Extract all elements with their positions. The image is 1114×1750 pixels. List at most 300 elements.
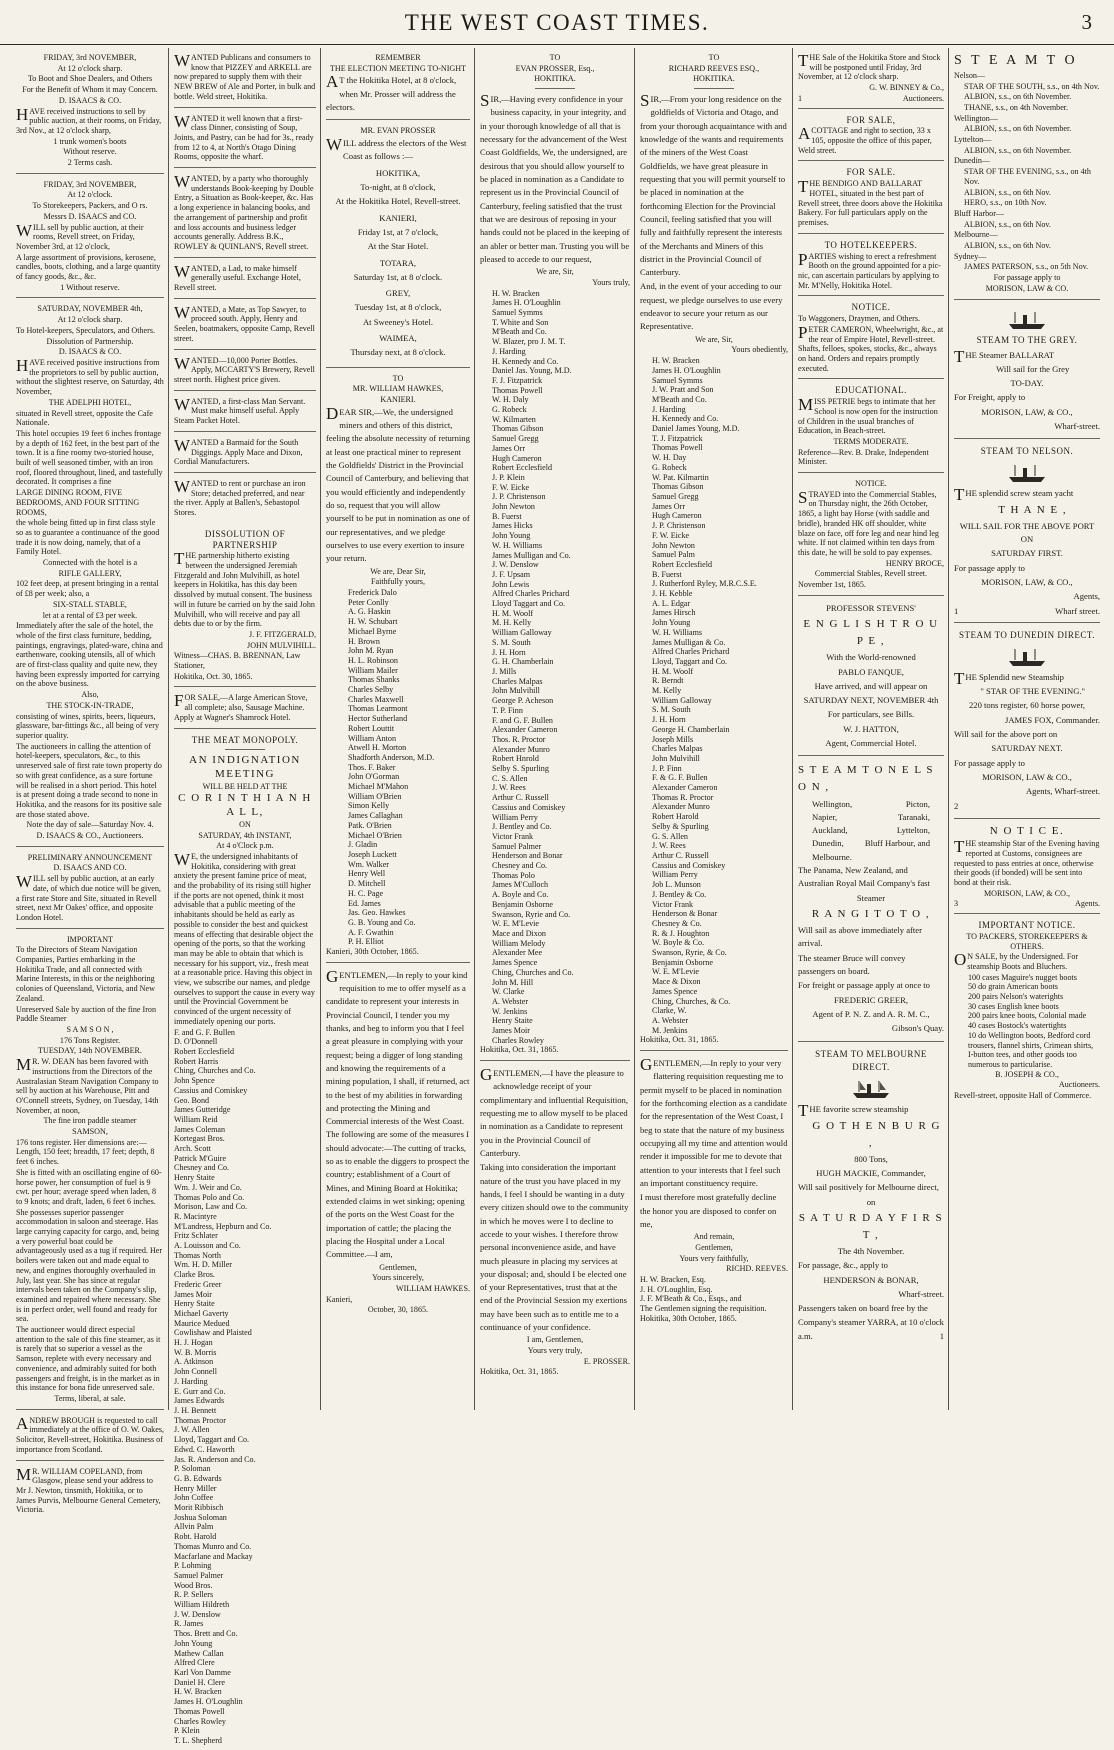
signatory-name: John Connell — [174, 1367, 217, 1377]
signatory-name: Hugh Cameron — [652, 511, 702, 521]
signatory-name: John Newton — [652, 540, 695, 550]
signatory-name: G. H. Chamberlain — [492, 657, 554, 667]
signatory-name: Wood Bros. — [174, 1580, 213, 1590]
signatory-name: Benjamin Osborne — [652, 957, 713, 967]
signatory-name: Charles Selby — [348, 685, 394, 695]
steam-to-nelson-ad: STEAM TO NELSON. THE splendid screw steam yacht T H A N E , WILL SAIL FOR THE ABOVE PORT ON SATURDAY FIRST. For passage apply to MORISON, LAW, & CO., Agents, 1 Wharf street. — [954, 442, 1100, 622]
signatory-name: P. Lohming — [174, 1561, 212, 1571]
signatory-name: Daniel Jas. Young, M.D. — [492, 366, 572, 376]
signatory-name: Jas. Geo. Hawkes — [348, 908, 406, 918]
ad-line: She possesses superior passenger accommodation in saloon and steerage. Has large carrying capacity for cargo, and, being a very powerful boat could be advantageously used as a tug if required. Her boilers were taken out and made equal to new, and engines thoroughly overhauled in July, last year. She has since at regular intervals been taken on the Company's slip, examined and repaired where necessary. She is in perfect order, well found and ready for sea. — [16, 1207, 163, 1324]
page-number: 3 — [1081, 10, 1092, 34]
signatory-name: J. W. Denslow — [174, 1609, 221, 1619]
stove-for-sale: FOR SALE,—A large American Stove, all complete; also, Sausage Machine. Apply at Wagner's Shamrock Hotel. — [174, 690, 316, 728]
signatory-name: J. Harding — [492, 346, 526, 356]
route-port: Sydney— — [954, 251, 987, 261]
signatory-name: Samuel Symms — [652, 375, 703, 385]
signatory-name: Thomas Gibson — [652, 482, 704, 492]
wanted-text: WANTED—10,000 Porter Bottles. Apply, MCCARTY'S Brewery, Revell street north. Highest price given. — [174, 353, 315, 384]
signatory-name: F. and G. F. Bullen — [174, 1027, 235, 1037]
prosser-meetings: MR. EVAN PROSSER WILL address the electors of the West Coast as follows :— HOKITIKA, To-night, at 8 o'clock, At the Hokitika Hotel, Revell-street. KANIERI, Friday 1st, at 7 o'clock, At the Star Hotel. TOTARA, Saturday 1st, at 8 o'clock. GREY, Tuesday 1st, at 8 o'clock, At Sweeney's Hotel. WAIMEA, Thursday next, at 8 o'clock. — [326, 123, 470, 367]
signatory-name: M. H. Kelly — [492, 618, 532, 628]
column-rule — [634, 48, 635, 1410]
wanted-text: WANTED, a Mate, as Top Sawyer, to proceed south. Apply, Henry and Seelen, boatmakers, opposite Camp, Revell street. — [174, 302, 315, 343]
signatory-name: George H. Chamberlain — [652, 724, 730, 734]
column-rule — [474, 48, 475, 1410]
route-port: Bluff Harbor— — [954, 208, 1004, 218]
ad-line: THE STOCK-IN-TRADE, — [46, 700, 134, 710]
ad-line: Unreserved Sale by auction of the fine Iron Paddle Steamer — [16, 1004, 157, 1024]
signatory-name: James Orr — [652, 501, 686, 511]
port-name: Picton, — [905, 798, 930, 809]
signatory-name: Charles Rowley — [174, 1716, 226, 1726]
signatory-name: W. E. M'Levie — [492, 919, 540, 929]
signatory-name: W. H. Williams — [652, 627, 703, 637]
signatory-name: Michael M'Mahon — [348, 782, 409, 792]
wanted-text: WANTED it well known that a first-class Dinner, consisting of Soup, Joints, and Pastry, can be had for 3s., ready from 12 to 4, at North's Otago Dining Rooms, opposite the wharf. — [174, 111, 314, 162]
ad-line: The auctioneers in calling the attention of hotel-keepers, speculators, &c., to this unreserved sale of first rate town property do so with great confidence, as a sure fortune will be realised in a short period. This hotel is at present doing a trade second to none in Hokitika, and the reasons for its positive sale are those stated above. — [16, 741, 162, 819]
signatory-name: Michael Byrne — [348, 626, 397, 636]
signatory-name: R. & J. Houghton — [652, 928, 710, 938]
meeting-entry — [326, 167, 470, 209]
signatory-name: Samuel Palm — [652, 550, 695, 560]
signatory-name: Joseph Luckett — [348, 849, 397, 859]
signatory-name: Clarke, W. — [652, 1006, 687, 1016]
ports-list — [798, 798, 944, 865]
prosser-requisition: TO EVAN PROSSER, Esq., HOKITIKA. SIR,—Having every confidence in your business capacity, in your integrity, and in your thorough knowledge of all that is necessary for the advancement of the West Coast Goldfields, We, the undersigned, are desirous that you should allow yourself to be placed in nomination as a Candidate to represent us in the Provincial Council of Canterbury, feeling satisfied that the trust that we are desirous of reposing in your hands could not be placed in the keeping of an abler or better man. Trusting you will be pleased to accede to our request, We are, Sir, Yours truly, H. W. Bracken James H. O'Loughlin Samuel Symms T. White and Son M'Beath and Co. W. Blazer, pro J. M. T. J. Harding H. Kennedy and Co. Daniel Jas. Young, M.D. F. J. Fitzpatrick Thomas Powell W. H. Daly G. Robeck W. Kilmarten Thomas Gibson Samuel Gregg James Orr Hugh Cameron Robert Ecclesfield J. P. Klein F. W. Eicke J. P. Christenson John Newton B. Fuerst James Hicks John Young W. H. Williams James Mulligan and Co. J. W. Denslow J. F. Upsam John Lewis Alfred Charles Prichard Lloyd Taggart and Co. H. M. Woolf M. H. Kelly William Galloway S. M. South J. H. Horn G. H. Chamberlain J. Mills Charles Malpas John Mulvihill George P. Acheson T. P. Finn F. and G. F. Bullen Alexander Cameron Thos. R. Proctor Alexander Munro Robert Hnrold Selby S. Spurling C. S. Allen J. W. Rees Arthur C. Russell Cassius and Comiskey William Perry J. Bentley and Co. Victor Frank Samuel Palmer Henderson and Bonar Chesney and Co. Thomas Polo James M'Culloch A. Boyle and Co. Benjamin Osborne Swanson, Ryrie and Co. W. E. M'Levie Mace and Dixon William Melody Alexander Mee James Spence Ching, Churches and Co. John M. Hill W. Clarke A. Webster W. Jenkins Henry Staite James Moir Charles Rowley Hokitika, Oct. 31, 1865. — [480, 50, 630, 1061]
signatory-name: George P. Acheson — [492, 696, 554, 706]
column-rule — [792, 48, 793, 1410]
signatory-name: James M'Culloch — [492, 880, 549, 890]
signatory-name: Alexander Cameron — [652, 783, 718, 793]
route-ship: STAR OF THE EVENING, s.s., on 4th Nov. — [964, 167, 1091, 186]
signatory-name: Hugh Cameron — [492, 453, 542, 463]
educational-notice: EDUCATIONAL. MISS PETRIE begs to intimate that her School is now open for the instruction of Children in the usual branches of Education, in Beach-street. TERMS MODERATE. Reference—Rev. B. Drake, Independent Minister. — [798, 382, 944, 473]
meeting-line: WAIMEA, — [379, 333, 417, 344]
signatory-name: Thomas Powell — [652, 443, 703, 453]
ad-line: Terms, liberal, at sale. — [54, 1394, 126, 1403]
signatory-name: H. W. Bracken — [174, 1687, 222, 1697]
signatory-name: P. Soloman — [174, 1464, 211, 1474]
ad-line: To the Directors of Steam Navigation Companies, Parties embarking in the Hokitika Trade, and all connected with Marine Interests, in this or the neighboring colonies of Queensland, Victoria, and New Zealand. — [16, 945, 155, 1003]
important-notice: IMPORTANT NOTICE. TO PACKERS, STOREKEEPERS & OTHERS. ON SALE, by the Undersigned. For steamship Boots and Bluchers. 100 cases Maguire's nugget boots 50 do grain American boots 200 pairs Nelson's waterights 30 cases English knee boots 200 pairs knee boots, Colonial made 40 cases Bostock's watertights 10 do Wellington boots, Bedford cord trousers, flannel shirts, Crimean shirts, I-button tees, and other goods too numerous to particularise. B. JOSEPH & CO., Auctioneers. Revell-street, opposite Hall of Commerce. — [954, 920, 1100, 1101]
signatory-name: John Spence — [174, 1076, 215, 1086]
meeting-line: KANIERI, — [379, 212, 417, 223]
signatory-name: S. M. South — [652, 705, 691, 715]
ad-line: The fine iron paddle steamer — [43, 1116, 137, 1126]
meeting-entry — [326, 287, 470, 329]
signatory-list — [174, 1028, 316, 1746]
signatory-name: John Young — [652, 618, 691, 628]
signatory-name: John Young — [492, 531, 531, 541]
column-rule — [320, 48, 321, 1410]
signatory-name: Chesney and Co. — [492, 861, 548, 871]
addressee-name: The Gentlemen signing the requisition. — [640, 1304, 767, 1314]
goods-item: 200 pairs knee boots, Colonial made — [968, 1011, 1087, 1021]
meeting-line: At the Hokitika Hotel, Revell-street. — [335, 196, 461, 207]
meeting-line: To-night, at 8 o'clock, — [360, 181, 436, 192]
signatory-name: J. W. Allen — [174, 1425, 210, 1435]
signatory-name: Thomas Shanks — [348, 675, 400, 685]
signatory-name: William O'Brien — [348, 791, 402, 801]
signatory-name: J. W. Pratt and Son — [652, 385, 714, 395]
signatory-name: Henry Staite — [174, 1173, 215, 1183]
ad-line: PRELIMINARY ANNOUNCEMENT — [27, 852, 153, 862]
signatory-name: Patrick M'Guire — [174, 1153, 227, 1163]
signatory-name: J. Bentley & Co. — [652, 889, 707, 899]
signatory-name: J. H. Horn — [492, 647, 526, 657]
ad-line: IMPORTANT — [66, 934, 114, 944]
signatory-name: J. Harding — [174, 1376, 208, 1386]
signatory-name: T. White and Son — [492, 317, 549, 327]
port-name: Napier, — [812, 811, 838, 822]
signatory-list — [326, 588, 470, 947]
signatory-name: G. Robeck — [652, 462, 687, 472]
auction-ad — [16, 301, 164, 846]
signatory-name: Mace and Dixon — [492, 928, 546, 938]
route-ship: JAMES PATERSON, s.s., on 5th Nov. — [964, 262, 1089, 272]
signatory-name: J. Mills — [492, 667, 517, 676]
signatory-name: Wm. J. Weir and Co. — [174, 1182, 242, 1192]
signatory-name: A. Webster — [652, 1015, 689, 1025]
signatory-name: Joseph Mills — [652, 734, 694, 744]
signatory-list — [640, 356, 788, 1035]
addressee-name: J. F. M'Beath & Co., Esqs., and — [640, 1294, 742, 1304]
signatory-name: James Moir — [492, 1026, 530, 1036]
signatory-name: Charles Malpas — [492, 676, 543, 686]
ad-line: LARGE DINING ROOM, FIVE BEDROOMS, AND FOUR SITTING ROOMS, — [16, 488, 140, 517]
signatory-name: W. H. Day — [652, 453, 687, 463]
election-meeting-reminder: REMEMBER THE ELECTION MEETING TO-NIGHT AT the Hokitika Hotel, at 8 o'clock, when Mr. Prosser will address the electors. — [326, 50, 470, 120]
goods-item: 40 cases Bostock's watertights — [968, 1021, 1067, 1031]
signatory-name: Robt. Harold — [174, 1532, 217, 1542]
column-notices — [798, 50, 944, 1410]
hotelkeepers-notice: TO HOTELKEEPERS. PARTIES wishing to erect a refreshment Booth on the ground appointed for a pic-nic, can ascertain particulars by applying to Mr. M'Nelly, Hokitika Hotel. — [798, 237, 944, 297]
dissolution-notice: DISSOLUTION OF PARTNERSHIP THE partnership hitherto existing between the undersigned Jeremiah Fitzgerald and John Mulvihill, as hotel keepers in Hokitika, has this day been dissolved by mutual consent. The business will in future be carried on by the said John Mulvihill, who will receive and pay all debts due to or by the firm. J. F. FITZGERALD, JOHN MULVIHILL. Witness—CHAS. B. BRENNAN, Law Stationer, Hokitika, Oct. 30, 1865. — [174, 526, 316, 688]
signatory-name: Henderson & Bonar — [652, 909, 718, 919]
port-row — [798, 811, 944, 824]
signatory-name: Robert Hnrold — [492, 754, 539, 764]
signatory-name: Mathew Callan — [174, 1648, 224, 1658]
route-ship: ALBION, s.s., on 6th November. — [964, 92, 1072, 102]
signatory-name: James Mulligan and Co. — [492, 550, 571, 560]
signatory-name: H. M. Woolf — [652, 666, 694, 676]
wanted-ad — [174, 111, 316, 169]
signatory-name: James Hirsch — [652, 608, 696, 618]
ad-line: Dissolution of Partnership. — [46, 336, 134, 346]
route-ship: HERO, s.s., on 10th Nov. — [964, 198, 1047, 208]
signatory-name: William Hildreth — [174, 1600, 230, 1610]
signatory-name: Thomas Gibson — [492, 424, 544, 434]
signatory-name: Thomas Powell — [174, 1706, 225, 1716]
stray-horse-notice: NOTICE. STRAYED into the Commercial Stables, on Thursday night, the 26th October, 1865, a light bay Horse (with saddle and bridle), branded HK off shoulder, white blaze on face, off fore leg and near hind leg white. If not claimed within ten days from this date, he will be sold to pay expenses. HENRY BROCE, Commercial Stables, Revell street. November 1st, 1865. — [798, 476, 944, 596]
signatory-name: J. F. Upsam — [492, 569, 531, 579]
wanted-text: WANTED, a Lad, to make himself generally useful. Exchange Hotel, Revell street. — [174, 261, 301, 293]
reeves-requisition: TO RICHARD REEVES ESQ., HOKITIKA. SIR,—From your long residence on the goldfields of Victoria and Otago, and from your thorough acquaintance with and knowledge of the wants and requirements of the miners of the West Coast Goldfields, we have great pleasure in requesting that you will permit yourself to be placed in nomination at the forthcoming Election for the Provincial Council, feeling satisfied that you will fully and faithfully represent the interests of the Merchants and Miners of this district in the Provincial Council of Canterbury. And, in the event of your acceding to our request, we pledge ourselves to use every endeavor to secure your return as our Representative. We are, Sir, Yours obediently, H. W. Bracken James H. O'Loughlin Samuel Symms J. W. Pratt and Son M'Beath and Co. J. Harding H. Kennedy and Co. Daniel James Young, M.D. T. J. Fitzpatrick Thomas Powell W. H. Day G. Robeck W. Pat. Kilmartin Thomas Gibson Samuel Gregg James Orr Hugh Cameron J. P. Christenson F. W. Eicke John Newton Samuel Palm Robert Ecclesfield B. Fuerst J. Rutherford Ryley, M.R.C.S.E. J. H. Kebble A. L. Edgar James Hirsch John Young W. H. Williams James Mulligan & Co. Alfred Charles Prichard Lloyd, Taggart and Co. H. M. Woolf R. Berndt M. Kelly William Galloway S. M. South J. H. Horn George H. Chamberlain Joseph Mills Charles Malpas John Mulvihill J. P. Finn F. & G. F. Bullen Alexander Cameron Thomas R. Proctor Alexander Munro Robert Harold Selby & Spurling G. S. Allen J. W. Rees Arthur C. Russell Cassius and Comiskey William Perry Job L. Munson J. Bentley & Co. Victor Frank Henderson & Bonar Chesney & Co. R. & J. Houghton W. Boyle & Co. Swanson, Ryrie, & Co. Benjamin Osborne W. E. M'Levie Mace & Dixon James Spence Ching, Churches, & Co. Clarke, W. A. Webster M. Jenkins Hokitika, Oct. 31, 1865. — [640, 50, 788, 1051]
signatory-name: G. Robeck — [492, 405, 527, 415]
column-wanted — [174, 50, 316, 1745]
signatory-name: William Melody — [492, 938, 546, 948]
wanted-ad — [174, 302, 316, 350]
signatory-name: G. B. Young and Co. — [348, 917, 416, 927]
meeting-schedule — [326, 167, 470, 360]
meeting-line: Friday 1st, at 7 o'clock, — [357, 226, 439, 237]
signatory-name: F. W. Eicke — [652, 530, 690, 540]
signatory-name: P. H. Elliot — [348, 937, 384, 947]
column-prosser — [480, 50, 630, 1410]
port-row — [798, 824, 944, 837]
signatory-name: William Galloway — [492, 628, 552, 638]
signatory-name: James Moir — [174, 1289, 212, 1299]
ad-line: let at a rental of £3 per week. — [42, 610, 138, 620]
auction-ad — [16, 50, 164, 174]
signatory-name: John O'Gorman — [348, 772, 400, 782]
signatory-name: Robert Harold — [652, 812, 699, 822]
signatory-name: W. E. M'Levie — [652, 967, 700, 977]
divider — [535, 88, 575, 89]
signatory-name: M'Beath and Co. — [652, 394, 707, 404]
signatory-name: Charles Maxwell — [348, 694, 404, 704]
signatory-name: Selby S. Spurling — [492, 764, 549, 774]
signatory-name: Thomas R. Proctor — [652, 792, 714, 802]
signatory-name: A. Atkinson — [174, 1357, 214, 1367]
signatory-name: James Spence — [652, 986, 698, 996]
signatory-name: Alfred Charles Prichard — [492, 589, 570, 599]
signatory-name: Henry Staite — [492, 1016, 533, 1026]
signatory-name: Samuel Gregg — [652, 491, 699, 501]
signatory-name: R. Macintyre — [174, 1211, 217, 1221]
signatory-name: James Hicks — [492, 521, 533, 531]
signatory-name: A. Webster — [492, 996, 529, 1006]
signatory-name: Alexander Cameron — [492, 725, 558, 735]
signatory-name: C. S. Allen — [492, 773, 528, 783]
column-rule — [948, 48, 949, 1410]
wheelwright-notice: NOTICE. To Waggoners, Draymen, and Others. PETER CAMERON, Wheelwright, &c., at the rear of Empire Hotel, Revell-street. Shafts, felloes, spokes, stocks, &c., always on hand. Orders and repairs promptly executed. — [798, 299, 944, 379]
ad-line: MR. WILLIAM COPELAND, from Glasgow, please send your address to Mr J. Newton, tinsmith, Hokitika, or to James Purvis, Melbourne General Cemetery, Victoria. — [16, 1464, 161, 1515]
signatory-name: Hector Sutherland — [348, 714, 408, 724]
ad-line: To Hotel-keepers, Speculators, and Others. — [16, 325, 156, 335]
signatory-name: E. Gurr and Co. — [174, 1386, 226, 1396]
signatory-name: Frederick Dalo — [348, 588, 397, 597]
signatory-name: A. L. Edgar — [652, 598, 691, 608]
ad-line: RIFLE GALLERY, — [58, 568, 122, 578]
signatory-name: W. Boyle & Co. — [652, 938, 705, 948]
meat-monopoly-notice: THE MEAT MONOPOLY. AN INDIGNATION MEETING WILL BE HELD AT THE C O R I N T H I A N H A L L, ON SATURDAY, 4th INSTANT, At 4 o'Clock p.m. WE, the undersigned inhabitants of Hokitika, considering with great anxiety the present famine price of meat, and the probability of its rising still higher if the ports are not opened, think it most advisable that a public meeting of the inhabitants should be held as early as possible to consider the best and quickest means of effecting that desirable object the opening of the ports, so that the working man may be able to obtain that which is necessary for his support, viz., fresh meat at a reasonable price. Having this object in view, we subscribe our names, and pledge ourselves to support the cause in every way until the Provincial Government be convinced of the urgent necessity of immediately opening our ports. F. and G. F. Bullen D. O'Donnell Robert Ecclesfield Robert Harris Ching, Churches and Co. John Spence Cassius and Comiskey Geo. Bond James Gutteridge William Reid James Coleman Kortegast Bros. Arch. Scott Patrick M'Guire Chesney and Co. Henry Staite Wm. J. Weir and Co. Thomas Polo and Co. Morison, Law and Co. R. Macintyre M'Landress, Hepburn and Co. Fritz Schlater A. Louisson and Co. Thomas North Wm. H. D. Miller Clarke Bros. Frederic Greer James Moir Henry Staite Michael Gaverty Maurice Medued Cowlishaw and Plaisted H. J. Hogan W. B. Morris A. Atkinson John Connell J. Harding E. Gurr and Co. James Edwards J. H. Bennett Thomas Proctor J. W. Allen Lloyd, Taggart and Co. Edwd. C. Haworth Jas. R. Anderson and Co. P. Soloman G. B. Edwards Henry Miller John Coffee Morit Ribbisch Joshua Soloman Allvin Palm Robt. Harold Thomas Munro and Co. Macfarlane and Mackay P. Lohming Samuel Palmer Wood Bros. R. P. Sellers William Hildreth J. W. Denslow R. James Thos. Brett and Co. John Young Mathew Callan Alfred Clere Karl Von Damme Daniel H. Clere H. W. Bracken James H. O'Loughlin Thomas Powell Charles Rowley P. Klein T. L. Shepherd — [174, 734, 315, 1745]
route-port: Nelson— — [954, 70, 986, 80]
signatory-name: Charles Malpas — [652, 744, 703, 754]
signatory-name: Cassius and Comiskey — [492, 802, 566, 812]
wanted-ads — [174, 50, 316, 523]
signatory-name: H. W. Schubart — [348, 617, 398, 627]
signatory-name: Benjamin Osborne — [492, 899, 553, 909]
signatory-name: William Mailer — [348, 665, 398, 675]
wanted-ad — [174, 435, 316, 473]
port-name: Lyttelton, — [896, 825, 930, 836]
signatory-name: M. Kelly — [652, 686, 682, 696]
goods-item: 10 do Wellington boots, Bedford cord trousers, flannel shirts, Crimean shirts, I-button tees, and other goods too numerous to particularise. — [968, 1030, 1094, 1069]
ad-line: SIX-STALL STABLE, — [53, 599, 127, 609]
signatory-name: Edwd. C. Haworth — [174, 1444, 235, 1454]
signatory-name: Wm. Walker — [348, 859, 390, 869]
signatory-name: Victor Frank — [652, 899, 694, 909]
gothenburg-ad: STEAM TO MELBOURNE DIRECT. THE favorite screw steamship G O T H E N B U R G , 800 Tons, HUGH MACKIE, Commander, Will sail positively for Melbourne direct, on S A T U R D A Y F I R S T , The 4th November. For passage, &c., apply to HENDERSON & BONAR, Wharf-street. Passengers taken on board free by the Company's steamer YARRA, at 10 o'clock a.m. 1 — [798, 1048, 944, 1342]
route-list — [954, 71, 1100, 272]
hawkes-reply: GENTLEMEN,—In reply to your kind requisition to me to offer myself as a candidate to represent your interests in Provincial Council, I tender you my thanks, and beg to inform you that I feel a great pleasure in complying with your request; being a digger of long standing and knowing the requirements of a mining population, I shall, if returned, act to the best of my abilities in forwarding and protecting the Mining and Commercial interests of the West Coast. The following are some of the measures I should advocate:—The cutting of tracks, so as to enable the diggers to prospect the country; establishment of a Court of Mines, and Mining Board at Hokitika; extended claims in wet sinking; opening of the ports on the West Coast for the importation of cattle; the placing the placing the Hospital under a Local Committee.—I am, Gentlemen, Yours sincerely, WILLIAM HAWKES. Kanieri, October, 30, 1865. — [326, 966, 470, 1315]
signatory-name: Thomas Polo and Co. — [174, 1192, 245, 1202]
signatory-name: H. W. Bracken — [492, 288, 540, 298]
signatory-name: John Newton — [492, 502, 535, 512]
ad-line: Note the day of sale—Saturday Nov. 4. — [26, 820, 154, 830]
signatory-name: Swanson, Ryrie and Co. — [492, 909, 571, 919]
signatory-name: Robert Ecclesfield — [652, 559, 713, 569]
signatory-name: S. M. South — [492, 637, 531, 647]
signatory-name: John Mulvihill — [492, 686, 540, 696]
route-ship: ALBION, s.s., on 6th Nov. — [964, 219, 1051, 229]
signatory-name: W. B. Morris — [174, 1347, 217, 1357]
signatory-name: James Orr — [492, 443, 526, 453]
signatory-name: Alfred Charles Prichard — [652, 647, 730, 657]
wanted-ad — [174, 50, 316, 108]
port-name: Taranaki, — [897, 811, 930, 822]
signatory-name: Thomas Powell — [492, 385, 543, 395]
meeting-entry — [326, 332, 470, 360]
signatory-name: W. Blazer, pro J. M. T. — [492, 337, 566, 347]
signatory-name: Samuel Palmer — [492, 841, 542, 851]
signatory-name: James H. O'Loughlin — [492, 298, 561, 308]
signatory-name: Samuel Symms — [492, 307, 543, 317]
auction-ads — [16, 50, 164, 1520]
signatory-name: W. Jenkins — [492, 1006, 528, 1016]
signatory-name: J. Bentley and Co. — [492, 822, 552, 832]
route-ship: ALBION, s.s., on 6th Nov. — [964, 187, 1051, 197]
signatory-name: H. W. Bracken — [652, 356, 700, 366]
meeting-line: Tuesday 1st, at 8 o'clock, — [354, 302, 442, 313]
signatory-name: H. Kennedy and Co. — [492, 356, 559, 366]
signatory-name: James Edwards — [174, 1396, 225, 1406]
ad-line: D. ISAACS & CO. — [58, 95, 122, 105]
signatory-name: Robert Harris — [174, 1056, 219, 1066]
signatory-name: J. P. Christenson — [652, 521, 706, 531]
meeting-line: TOTARA, — [379, 257, 417, 268]
signatory-name: H. Brown — [348, 636, 380, 646]
signatory-name: M'Landress, Hepburn and Co. — [174, 1221, 272, 1231]
signatory-name: Lloyd Taggart and Co. — [492, 599, 566, 609]
column-rule — [168, 48, 169, 1410]
port-name: Dunedin, — [812, 838, 844, 849]
ad-line: A large assortment of provisions, kerosene, candles, boots, clothing, and a large quantity of fancy goods, &c., &c. — [16, 252, 161, 282]
signatory-name: Ed. James — [348, 898, 381, 908]
signatory-name: F. J. Fitzpatrick — [492, 375, 543, 385]
steam-to-dunedin-ad: STEAM TO DUNEDIN DIRECT. THE Splendid new Steamship " STAR OF THE EVENING." 220 tons register, 60 horse power, JAMES FOX, Commander. Will sail for the above port on SATURDAY NEXT. For passage apply to MORISON, LAW & CO., Agents, Wharf-street. 2 — [954, 626, 1100, 819]
signatory-name: J. H. Bennett — [174, 1406, 217, 1415]
signatory-name: John Coffee — [174, 1493, 214, 1503]
ad-line: FRIDAY, 3rd NOVEMBER, — [43, 179, 137, 189]
signatory-name: W. Clarke — [492, 987, 525, 997]
port-name: Wellington, — [812, 798, 853, 809]
signatory-name: William Perry — [652, 870, 698, 880]
signatory-name: Thomas Proctor — [174, 1415, 226, 1425]
meeting-line: Thursday next, at 8 o'clock. — [350, 347, 446, 358]
ad-line: Immediately after the sale of the hotel, the whole of the first class furniture, bedding, paintings, engravings, plated-ware, china and earthenware, cooking utensils, all of which are of first-class quality and quite new, they having been expressly imported for carrying on the above business. — [16, 621, 163, 689]
cottage-for-sale: FOR SALE, ACOTTAGE and right to section, 33 x 105, opposite the office of this paper, Weld street. — [798, 112, 944, 162]
signatory-name: Cassius and Comiskey — [652, 860, 726, 870]
signatory-name: Victor Frank — [492, 831, 534, 841]
signatory-name: Michael O'Brien — [348, 830, 402, 840]
ad-line: She is fitted with an oscillating engine of 60-horse power, her consumption of fuel is 9 cwt. per hour; average speed when laden, 8 to 9 knots; and draft, laden, 6 feet 6 inches. — [16, 1167, 162, 1206]
signatory-name: Charles Rowley — [492, 1035, 544, 1045]
signatory-name: B. Fuerst — [492, 511, 522, 521]
signatory-name: H. Kennedy and Co. — [652, 414, 719, 424]
signatory-name: Thomas Learmont — [348, 704, 408, 714]
ad-line: MR. W. DEAN has been favored with instructions from the Directors of the Australasian Steam Navigation Company to sell by auction at his Warehouse, Pitt and O'Connell streets, Sydney, on Tuesday, 14th November, at noon, — [16, 1055, 159, 1115]
newspaper-title: THE WEST COAST TIMES. — [404, 10, 710, 35]
ad-line: Connected with the hotel is a — [42, 558, 138, 568]
meeting-line: GREY, — [385, 288, 411, 299]
signatory-name: Henderson and Bonar — [492, 851, 563, 861]
signatory-name: Lloyd, Taggart and Co. — [652, 656, 728, 666]
route-ship: ALBION, s.s., on 6th November. — [964, 124, 1072, 134]
ad-line: THE ADELPHI HOTEL, — [48, 397, 132, 407]
signatory-name: Mace & Dixon — [652, 977, 701, 987]
signatory-name: D. Mitchell — [348, 879, 386, 889]
signatory-name: R. James — [174, 1619, 204, 1629]
signatory-name: Ching, Churches and Co. — [174, 1066, 256, 1076]
signatory-name: J. W. Rees — [492, 783, 526, 793]
signatory-name: William Anton — [348, 733, 397, 743]
signatory-name: T. P. Finn — [492, 705, 523, 715]
addressee-name: H. W. Bracken, Esq. — [640, 1274, 706, 1284]
auction-ad — [16, 177, 164, 299]
wanted-text: WANTED, a first-class Man Servant. Must make himself useful. Apply Steam Packet Hotel. — [174, 394, 306, 426]
signatory-name: Peter Conlly — [348, 597, 389, 607]
signatory-name: Alexander Munro — [492, 744, 550, 754]
wanted-text: WANTED to rent or purchase an iron Store; detached preferred, and near the river. Apply at Ballen's, Sebastopol Stores. — [174, 476, 306, 518]
signatory-name: Thomas Munro and Co. — [174, 1541, 252, 1551]
signatory-name: A. Louisson and Co. — [174, 1241, 241, 1251]
hawkes-requisition: TO MR. WILLIAM HAWKES, KANIERI. DEAR SIR,—We, the undersigned miners and others of this district, feeling the absolute necessity of returning at least one practical miner to represent the Goldfields' District in the Provincial Council of Canterbury, and believing that you would efficiently and independently do so, request that you will allow yourself to be put in nomination as one of our representatives, and we pledge ourselves to use every exertion to insure your return. We are, Dear Sir, Faithfully yours, Frederick Dalo Peter Conlly A. G. Haskin H. W. Schubart Michael Byrne H. Brown John M. Ryan H. L. Robinson William Mailer Thomas Shanks Charles Selby Charles Maxwell Thomas Learmont Hector Sutherland Robert Louttit William Anton Atwell H. Morton Shadforth Anderson, M.D. Thos. F. Baker John O'Gorman Michael M'Mahon William O'Brien Simon Kelly James Callaghan Patk. O'Brien Michael O'Brien J. Gladin Joseph Luckett Wm. Walker Henry Well D. Mitchell H. C. Page Ed. James Jas. Geo. Hawkes G. B. Young and Co. A. F. Gwathin P. H. Elliot Kanieri, 30th October, 1865. — [326, 371, 470, 963]
signatory-name: Daniel H. Clere — [174, 1677, 226, 1687]
steamship-icon — [1007, 462, 1047, 484]
signatory-name: Clarke Bros. — [174, 1270, 215, 1280]
signatory-name: Robert Ecclesfield — [174, 1046, 235, 1056]
signatory-name: Robert Ecclesfield — [492, 463, 553, 473]
wanted-ad — [174, 171, 316, 258]
english-troupe-ad: PROFESSOR STEVENS' E N G L I S H T R O U P E , With the World-renowned PABLO FANQUE, Have arrived, and will appear on SATURDAY NEXT, NOVEMBER 4th For particulars, see Bills. W. J. HATTON, Agent, Commercial Hotel. — [798, 599, 944, 757]
signatory-name: B. Fuerst — [652, 569, 682, 579]
signatory-name: F. & G. F. Bullen — [652, 773, 708, 783]
signatory-name: Geo. Bond — [174, 1095, 210, 1105]
signatory-name: Fritz Schlater — [174, 1231, 218, 1241]
signatory-name: J. P. Klein — [492, 472, 525, 482]
masthead — [0, 0, 1114, 45]
signatory-name: J. H. Kebble — [652, 589, 693, 599]
ad-line: the whole being fitted up in first class style so as to guarantee a continuance of the good trade it is now doing, namely, that of a Family Hotel. — [16, 518, 160, 557]
signatory-name: Alfred Clere — [174, 1658, 215, 1668]
signatory-name: Ching, Churches and Co. — [492, 967, 574, 977]
ad-line: Messrs D. ISAACS and CO. — [43, 211, 137, 221]
signatory-name: William Perry — [492, 812, 538, 822]
ad-line: HAVE received positive instructions from the proprietors to sell by public auction, without the slightest reserve, on Saturday, 4th November, — [16, 355, 164, 397]
signatory-name: Alexander Mee — [492, 948, 543, 958]
auction-ad — [16, 1464, 164, 1521]
ad-line: 1 Without reserve. — [60, 282, 120, 292]
signatory-name: John M. Hill — [492, 977, 534, 987]
wanted-text: WANTED a Barmaid for the South Diggings. Apply Mace and Dixon, Cordial Manufacturers. — [174, 435, 303, 467]
signatory-name: T. J. Fitzpatrick — [652, 433, 703, 443]
signatory-name: James H. O'Loughlin — [174, 1697, 243, 1707]
ad-line: ANDREW BROUGH is requested to call immediately at the office of O. W. Oakes, Solicitor, Revell-street, Hokitika. Business of importance from Scotland. — [16, 1413, 164, 1454]
signatory-name: A. Boyle and Co. — [492, 890, 549, 900]
